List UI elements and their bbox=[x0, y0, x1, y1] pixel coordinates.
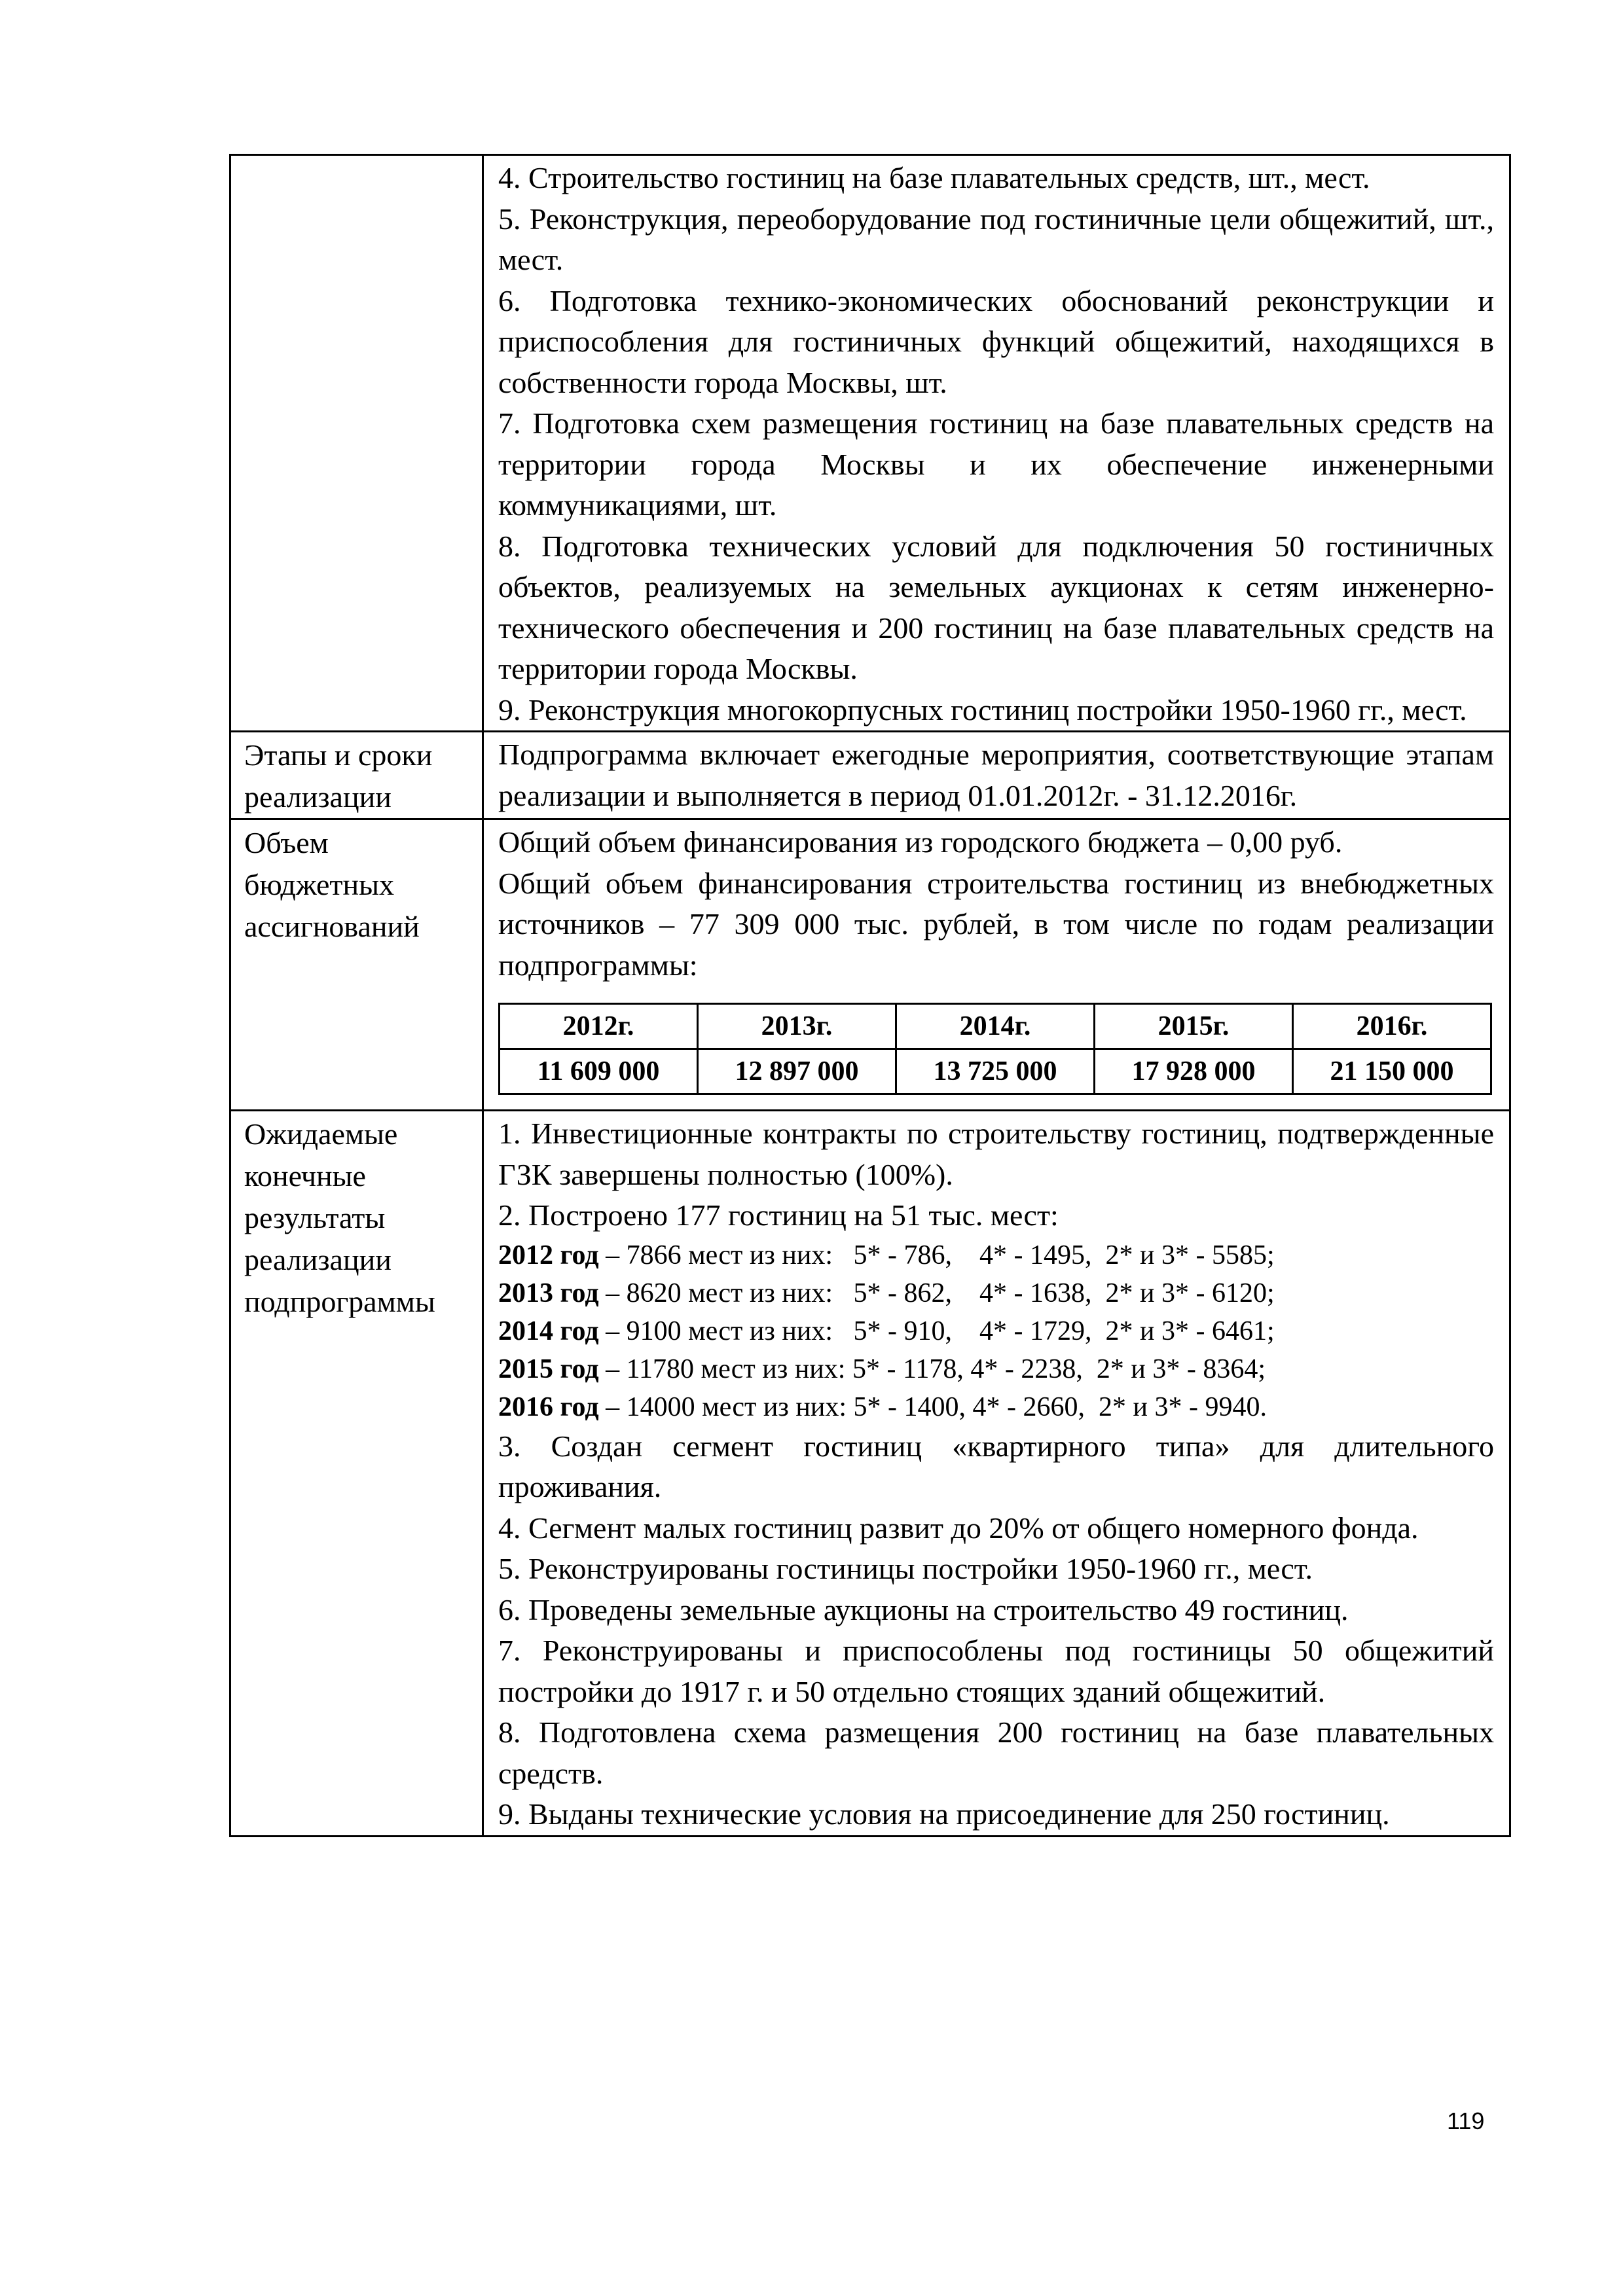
year-label: 2013 год bbox=[498, 1278, 599, 1308]
financing-by-year-table bbox=[498, 1003, 1492, 1095]
result-item: 6. Проведены земельные аукционы на строительство 49 гостиниц. bbox=[498, 1592, 1349, 1626]
result-item: 5. Реконструированы гостиницы постройки 1950-1960 гг., мест. bbox=[498, 1552, 1313, 1585]
row-label-cell bbox=[230, 1111, 483, 1837]
row-content-cell bbox=[483, 732, 1510, 819]
financing-years-row bbox=[500, 1004, 1491, 1049]
amount-cell: 17 928 000 bbox=[1095, 1049, 1293, 1094]
objective-item: 4. Строительство гостиниц на базе плавательных средств, шт., мест. bbox=[498, 161, 1370, 194]
year-breakdown-line bbox=[498, 1312, 1494, 1350]
result-item: 7. Реконструированы и приспособлены под гостиницы 50 общежитий постройки до 1917 г. и 50 отдельно стоящих зданий общежитий. bbox=[498, 1634, 1494, 1708]
year-cell: 2014г. bbox=[896, 1004, 1095, 1049]
year-detail: – 9100 мест из них: 5* - 910, 4* - 1729, 2* и 3* - 6461; bbox=[598, 1316, 1275, 1346]
year-cell: 2015г. bbox=[1095, 1004, 1293, 1049]
page-number: 119 bbox=[1447, 2108, 1485, 2134]
stages-text: Подпрограмма включает ежегодные мероприятия, соответствующие этапам реализации и выполняется в период 01.01.2012г. - 31.12.2016г. bbox=[498, 738, 1494, 812]
budget-extra-text: Общий объем финансирования строительства гостиниц из внебюджетных источников – 77 309 000 тыс. рублей, в том числе по годам реализации подпрограммы: bbox=[498, 866, 1494, 982]
row-label: Этапы и сроки реализации bbox=[244, 738, 433, 814]
amount-cell: 11 609 000 bbox=[500, 1049, 698, 1094]
amount-cell: 13 725 000 bbox=[896, 1049, 1095, 1094]
result-item: 8. Подготовлена схема размещения 200 гостиниц на базе плавательных средств. bbox=[498, 1715, 1494, 1790]
objective-item: 8. Подготовка технических условий для подключения 50 гостиничных объектов, реализуемых на земельных аукционах к сетям инженерно-технического обеспечения и 200 гостиниц на базе плавательных средств на территории города Москвы. bbox=[498, 529, 1494, 685]
row-label-cell bbox=[230, 819, 483, 1111]
amount-cell: 21 150 000 bbox=[1293, 1049, 1491, 1094]
table-row-stages bbox=[230, 732, 1510, 819]
year-detail: – 7866 мест из них: 5* - 786, 4* - 1495, 2* и 3* - 5585; bbox=[598, 1240, 1275, 1270]
year-detail: – 8620 мест из них: 5* - 862, 4* - 1638, 2* и 3* - 6120; bbox=[598, 1278, 1275, 1308]
table-row-objectives bbox=[230, 155, 1510, 732]
row-label: Ожидаемые конечные результаты реализации подпрограммы bbox=[244, 1117, 435, 1318]
year-label: 2012 год bbox=[498, 1240, 599, 1270]
year-detail: – 11780 мест из них: 5* - 1178, 4* - 2238, 2* и 3* - 8364; bbox=[598, 1354, 1266, 1384]
objective-item: 6. Подготовка технико-экономических обоснований реконструкции и приспособления для гостиничных функций общежитий, находящихся в собственности города Москвы, шт. bbox=[498, 283, 1494, 399]
budget-city-text: Общий объем финансирования из городского бюджета – 0,00 руб. bbox=[498, 825, 1343, 859]
year-breakdown-line bbox=[498, 1350, 1494, 1388]
table-row-results bbox=[230, 1111, 1510, 1837]
table-row-budget bbox=[230, 819, 1510, 1111]
objective-item: 9. Реконструкция многокорпусных гостиниц постройки 1950-1960 гг., мест. bbox=[498, 692, 1467, 726]
objective-item: 5. Реконструкция, переоборудование под гостиничные цели общежитий, шт., мест. bbox=[498, 202, 1494, 276]
year-breakdown-line bbox=[498, 1274, 1494, 1312]
year-cell: 2012г. bbox=[500, 1004, 698, 1049]
year-label: 2016 год bbox=[498, 1391, 599, 1422]
result-item: 2. Построено 177 гостиниц на 51 тыс. мест: bbox=[498, 1198, 1059, 1232]
year-detail: – 14000 мест из них: 5* - 1400, 4* - 2660, 2* и 3* - 9940. bbox=[598, 1391, 1267, 1422]
row-content-cell bbox=[483, 155, 1510, 732]
subprogram-passport-table bbox=[229, 154, 1511, 1837]
year-cell: 2013г. bbox=[698, 1004, 896, 1049]
year-label: 2015 год bbox=[498, 1354, 599, 1384]
result-item: 4. Сегмент малых гостиниц развит до 20% от общего номерного фонда. bbox=[498, 1511, 1419, 1545]
row-content-cell bbox=[483, 1111, 1510, 1837]
year-breakdown-line bbox=[498, 1236, 1494, 1274]
financing-amounts-row bbox=[500, 1049, 1491, 1094]
row-label bbox=[231, 156, 482, 158]
result-item: 3. Создан сегмент гостиниц «квартирного типа» для длительного проживания. bbox=[498, 1429, 1494, 1503]
year-breakdown-line bbox=[498, 1388, 1494, 1426]
result-item: 9. Выданы технические условия на присоединение для 250 гостиниц. bbox=[498, 1797, 1390, 1831]
row-label: Объем бюджетных ассигнований bbox=[244, 826, 420, 943]
amount-cell: 12 897 000 bbox=[698, 1049, 896, 1094]
result-item: 1. Инвестиционные контракты по строительству гостиниц, подтвержденные ГЗК завершены полностью (100%). bbox=[498, 1117, 1494, 1191]
row-label-cell bbox=[230, 155, 483, 732]
row-label-cell bbox=[230, 732, 483, 819]
row-content-cell bbox=[483, 819, 1510, 1111]
year-cell: 2016г. bbox=[1293, 1004, 1491, 1049]
year-label: 2014 год bbox=[498, 1316, 599, 1346]
objective-item: 7. Подготовка схем размещения гостиниц на базе плавательных средств на территории города Москвы и их обеспечение инженерными коммуникациями, шт. bbox=[498, 406, 1494, 522]
